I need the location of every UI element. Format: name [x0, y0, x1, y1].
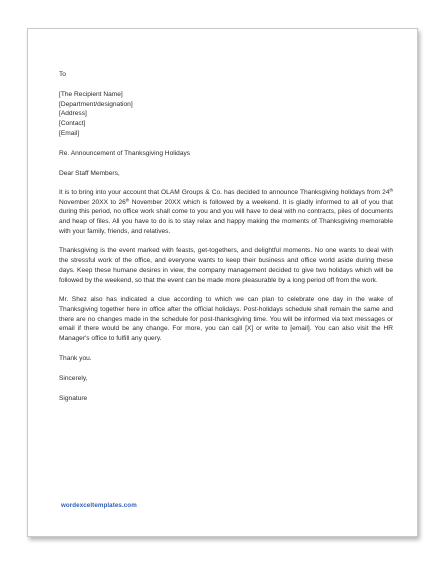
recipient-address: [Address]	[59, 110, 87, 118]
recipient-block	[59, 90, 393, 139]
recipient-contact: [Contact]	[59, 120, 86, 128]
paragraph-3: Mr. Shez also has indicated a clue according to which we can plan to celebrate one day in the wake of Thanksgiving together here in office after the official holidays. Post-holidays schedule shall remain the same and there are no changes made in the schedule for post-thanksgiving time. You will be informed via text messages or email if there would be any change. For more, you can call [X] or write to [email]. You can also visit the HR Manager's office to fulfill any query.	[59, 296, 393, 343]
letter-body	[59, 70, 393, 403]
paragraph-1	[59, 188, 393, 237]
recipient-name: [The Recipient Name]	[59, 90, 123, 98]
salutation: Dear Staff Members,	[59, 169, 120, 177]
paragraph-1-part-b: November 20XX to 26	[59, 198, 126, 206]
document-page	[27, 28, 418, 537]
signature-line: Signature	[59, 394, 88, 402]
thanks-line: Thank you.	[59, 355, 92, 363]
closing-line: Sincerely,	[59, 374, 88, 382]
paragraph-1-part-a: It is to bring into your account that OLAM Groups & Co. has decided to announce Thanksgiving holidays from 24	[59, 188, 390, 196]
paragraph-1-part-c: November 20XX which is followed by a weekend. It is gladly informed to all of you that during this period, no office work shall come to you and you will have to deal with no contracts, piles of documents and heap of files. All you have to do is to stay relax and happy making the moments of Thanksgiving memorable with your family, friends, and relatives.	[59, 198, 393, 236]
paragraph-2: Thanksgiving is the event marked with feasts, get-togethers, and delightful moments. No one wants to deal with the stressful work of the office, and everyone wants to keep their business and office world aside during these days. Keep these humane desires in view, the company management decided to give two holidays which will be followed by the weekend, so that the event can be made more pleasurable by a long period off from the work.	[59, 247, 393, 284]
to-line: To	[59, 71, 66, 78]
superscript-th: th	[125, 197, 130, 203]
footer-website: wordexceltemplates.com	[61, 502, 137, 509]
recipient-department: [Department/designation]	[59, 100, 133, 108]
subject-line: Re. Announcement of Thanksgiving Holidays	[59, 149, 191, 157]
superscript-th: th	[389, 187, 393, 193]
recipient-email: [Email]	[59, 129, 80, 137]
